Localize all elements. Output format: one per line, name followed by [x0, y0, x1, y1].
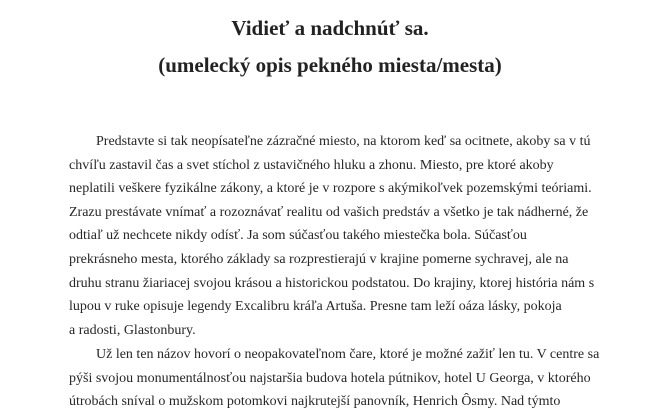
paragraph-line: Predstavte si tak neopísateľne zázračné miesto, na ktorom keď sa ocitnete, akoby sa v tú: [96, 134, 591, 149]
paragraph-line: neplatili veškere fyzikálne zákony, a ktoré je v rozpore s akýmikoľvek pozemskými teóriami.: [69, 181, 592, 197]
paragraph-line: prekrásneho mesta, ktorého základy sa rozprestierajú v krajine pomerne sychravej, ale na: [69, 251, 569, 267]
document-subtitle: (umelecký opis pekného miesta/mesta): [158, 53, 502, 77]
paragraph-line: Už len ten názov hovorí o neopakovateľnom čare, ktoré je možné zažiť len tu. V centre sa: [96, 347, 600, 362]
paragraph-line: útrobách sníval o mužskom potomkovi najkrutejší panovník, Henrich Ôsmy. Nad týmto: [69, 394, 561, 410]
paragraph-1: [69, 130, 629, 342]
paragraph-2: [69, 343, 629, 414]
paragraph-line: a radosti, Glastonbury.: [69, 322, 196, 338]
paragraph-line: lupou v ruke opisuje legendy Excalibru kráľa Artuša. Presne tam leží oáza lásky, pokoja: [69, 299, 562, 315]
paragraph-line: odtiaľ už nechcete nikdy odísť. Ja som súčasťou takého miestečka bola. Súčasťou: [69, 228, 527, 244]
document-title: Vidieť a nadchnúť sa.: [231, 16, 429, 40]
paragraph-line: pýši svojou monumentálnosťou najstaršia budova hotela pútnikov, hotel U Georga, v ktorého: [69, 370, 591, 386]
paragraph-line: Zrazu prestávate vnímať a rozoznávať realitu od vašich predstáv a všetko je tak nádherné, že: [69, 204, 589, 220]
paragraph-line: druhu stranu žiariacej svojou krásou a historickou podstatou. Do krajiny, ktorej história nám s: [69, 275, 595, 291]
paragraph-line: chvíľu zastavil čas a svet stíchol z ustavičného hluku a zhonu. Miesto, pre ktoré akoby: [69, 157, 554, 173]
